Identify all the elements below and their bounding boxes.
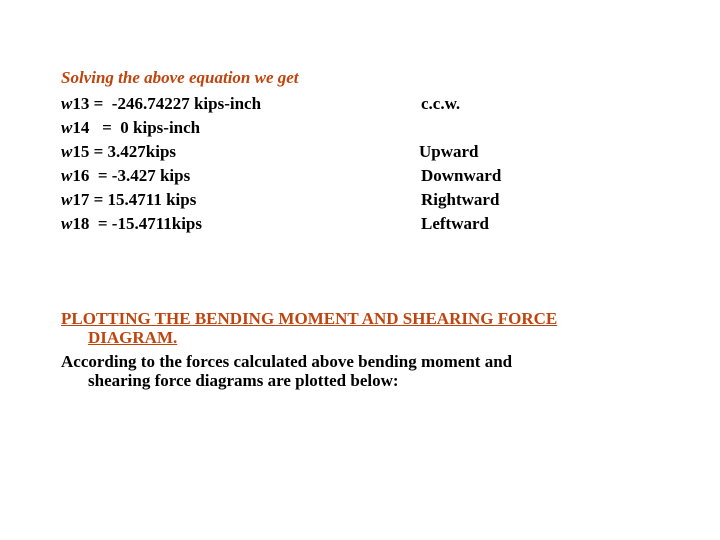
result-var: w — [61, 142, 73, 161]
result-index: 15 — [72, 142, 90, 161]
result-direction-w16: Downward — [421, 166, 502, 185]
result-var: w — [61, 94, 73, 113]
result-index: 13 — [72, 94, 90, 113]
section-title — [61, 309, 661, 347]
result-row-w14 — [61, 118, 200, 138]
result-value: = 3.427kips — [89, 142, 177, 161]
result-direction-w13: c.c.w. — [421, 94, 461, 113]
result-index: 18 — [72, 214, 90, 233]
result-value: = -3.427 kips — [89, 166, 191, 185]
result-var: w — [61, 118, 73, 137]
result-row-w18 — [61, 214, 202, 234]
result-row-w15 — [61, 142, 176, 162]
result-index: 14 — [72, 118, 90, 137]
section-paragraph-line2: shearing force diagrams are plotted below: — [88, 371, 399, 390]
result-row-w17 — [61, 190, 196, 210]
result-value: = 0 kips-inch — [89, 118, 201, 137]
section-paragraph-line1: According to the forces calculated above bending moment and — [61, 352, 513, 371]
result-row-w13 — [61, 94, 261, 114]
result-var: w — [61, 214, 73, 233]
section-paragraph — [61, 352, 512, 390]
result-row-w16 — [61, 166, 190, 186]
section-title-line2: DIAGRAM. — [88, 328, 178, 347]
results-heading: Solving the above equation we get — [61, 68, 299, 87]
result-var: w — [61, 190, 73, 209]
result-direction-w17: Rightward — [421, 190, 500, 209]
result-index: 16 — [72, 166, 90, 185]
result-value: = -15.4711kips — [89, 214, 203, 233]
result-direction-w18: Leftward — [421, 214, 489, 233]
result-var: w — [61, 166, 73, 185]
result-index: 17 — [72, 190, 90, 209]
result-value: = 15.4711 kips — [89, 190, 197, 209]
result-direction-w15: Upward — [419, 142, 479, 161]
section-title-line1: PLOTTING THE BENDING MOMENT AND SHEARING FORCE — [61, 309, 558, 328]
result-value: = -246.74227 kips-inch — [89, 94, 262, 113]
